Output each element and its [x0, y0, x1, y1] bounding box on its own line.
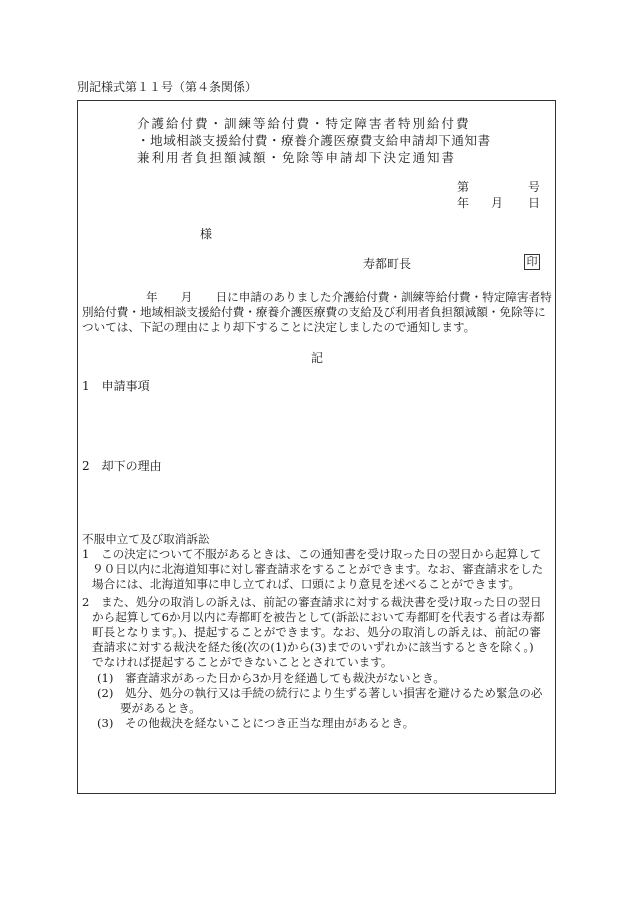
- appeal-paragraph-2-line-4: 査請求に対する裁決を経た後(次の(1)から(3)までのいずれかに該当するときを除く。): [92, 640, 534, 654]
- appeal-paragraph-1-line-1: 1 この決定について不服があるときは、この通知書を受け取った日の翌日から起算して: [82, 547, 542, 561]
- appeal-item-1: (1) 審査請求があった日から3か月を経過しても裁決がないとき。: [97, 671, 445, 685]
- document-title-line-1: 介護給付費・訓練等給付費・特定障害者特別給付費: [137, 116, 471, 131]
- seal-stamp-box: 印: [524, 254, 540, 270]
- issuer-name: 寿都町長: [363, 257, 412, 271]
- appeal-paragraph-1-line-3: 場合には、北海道知事に申し立てれば、口頭により意見を述べることができます。: [92, 577, 521, 591]
- date-year: 年: [457, 196, 470, 210]
- date-day: 日: [528, 196, 541, 210]
- body-line-1: 年 月 日に申請のありました介護給付費・訓練等給付費・特定障害者特: [146, 290, 552, 304]
- appeal-item-2-line-2: 要があるとき。: [120, 701, 201, 715]
- appeal-item-2-line-1: (2) 処分、処分の執行又は手続の続行により生ずる著しい損害を避けるため緊急の必: [97, 686, 543, 700]
- ki-heading: 記: [311, 351, 324, 365]
- appeal-paragraph-2-line-2: から起算して6か月以内に寿都町を被告として(訴訟において寿都町を代表する者は寿都: [92, 610, 545, 624]
- body-line-2: 別給付費・地域相談支援給付費・療養介護医療費の支給及び利用者負担額減額・免除等に: [82, 305, 546, 319]
- appeal-heading: 不服申立て及び取消訴訟: [82, 532, 210, 546]
- appeal-paragraph-1-line-2: ９０日以内に北海道知事に対し審査請求をすることができます。なお、審査請求をした: [92, 562, 544, 576]
- appeal-paragraph-2-line-5: でなければ提起することができないこととされています。: [92, 655, 393, 669]
- body-line-3: ついては、下記の理由により却下することに決定しましたので通知します。: [82, 320, 476, 334]
- document-number-suffix: 号: [528, 180, 541, 194]
- document-number-prefix: 第: [457, 180, 470, 194]
- form-label: 別記様式第１１号（第４条関係）: [77, 80, 258, 94]
- section-application-items: 1 申請事項: [82, 379, 150, 393]
- appeal-paragraph-2-line-1: 2 また、処分の取消しの訴えは、前記の審査請求に対する裁決書を受け取った日の翌日: [82, 595, 542, 609]
- appeal-paragraph-2-line-3: 町長となります。)、提起することができます。なお、処分の取消しの訴えは、前記の審: [92, 625, 542, 639]
- document-title-line-3: 兼利用者負担額減額・免除等申請却下決定通知書: [137, 150, 457, 165]
- document-title-line-2: ・地域相談支援給付費・療養介護医療費支給申請却下通知書: [137, 133, 491, 148]
- appeal-item-3: (3) その他裁決を経ないことにつき正当な理由があるとき。: [97, 716, 415, 730]
- section-rejection-reason: 2 却下の理由: [82, 459, 162, 473]
- date-month: 月: [491, 196, 504, 210]
- addressee-suffix: 様: [200, 227, 213, 241]
